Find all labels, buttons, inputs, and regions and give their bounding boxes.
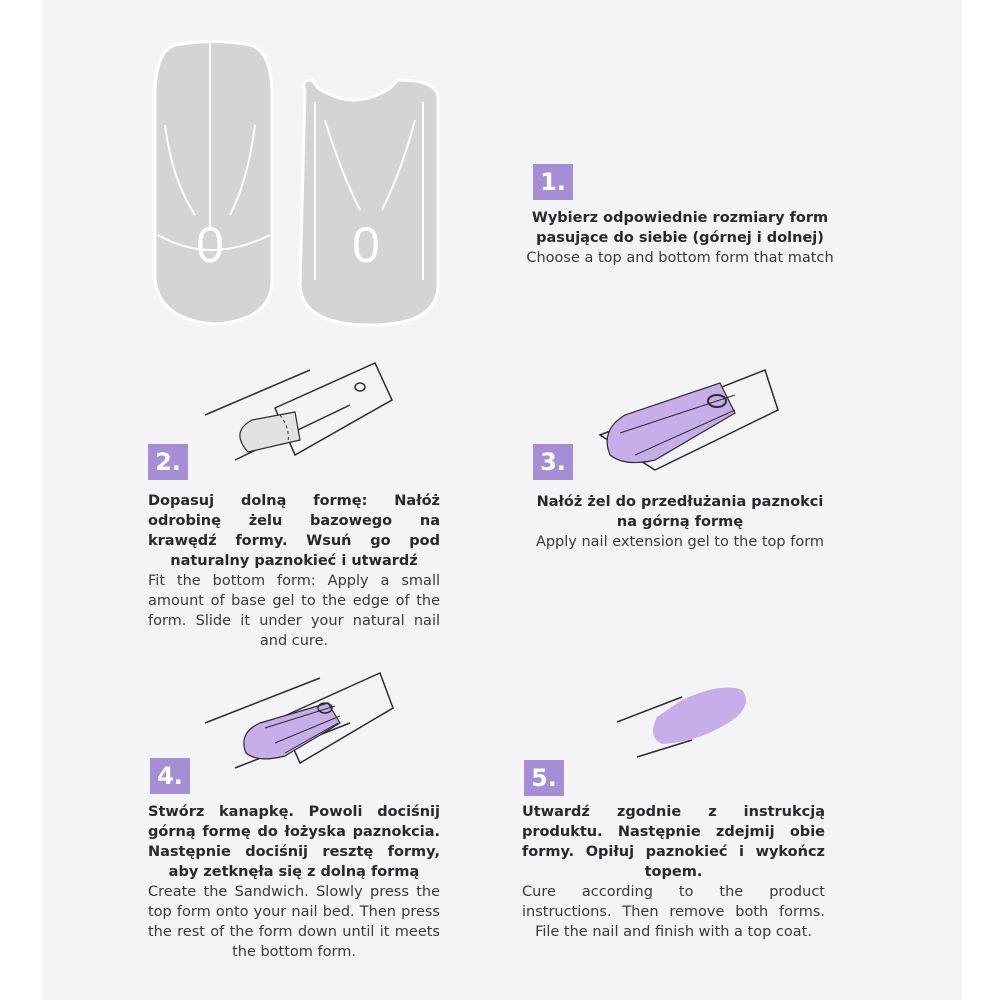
step-3-polish: Nałóż żel do przedłużania paznokci na górną formę [536, 494, 824, 530]
bottom-form-icon [155, 42, 272, 325]
step-1-text [520, 208, 840, 268]
step-5-english: Cure according to the product instructions. Then remove both forms. File the nail and finish with a top coat. [522, 884, 825, 940]
gel-on-top-form-illustration [595, 355, 795, 475]
step-4-badge: 4. [150, 758, 190, 794]
top-form-size-label: 0 [352, 217, 380, 273]
top-form-icon [300, 80, 438, 325]
step-5-polish: Utwardź zgodnie z instrukcją produktu. Następnie zdejmij obie formy. Opiłuj paznokieć i wykończ topem. [522, 804, 825, 880]
step-4-text [148, 802, 440, 962]
sandwich-forms-illustration [200, 668, 400, 778]
step-5-badge: 5. [524, 760, 564, 796]
step-1-badge: 1. [533, 164, 573, 200]
step-2-text [148, 491, 440, 651]
step-4-polish: Stwórz kanapkę. Powoli dociśnij górną formę do łożyska paznokcia. Następnie dociśnij resztę formy, aby zetknęła się z dolną formą [148, 804, 440, 880]
step-2-polish: Dopasuj dolną formę: Nałóż odrobinę żelu bazowego na krawędź formy. Wsuń go pod naturalny paznokieć i utwardź [148, 493, 440, 569]
right-margin [962, 0, 1000, 1000]
nail-forms-illustration [140, 30, 440, 330]
finger-bottom-form-illustration [200, 360, 400, 470]
step-5-text [522, 802, 825, 942]
step-3-badge: 3. [533, 444, 573, 480]
finished-nail-illustration [612, 682, 772, 762]
step-1-english: Choose a top and bottom form that match [526, 250, 834, 266]
step-4-english: Create the Sandwich. Slowly press the top form onto your nail bed. Then press the rest of the form down until it meets the bottom form. [148, 884, 440, 960]
step-3-english: Apply nail extension gel to the top form [535, 534, 825, 550]
step-3-text [530, 492, 830, 552]
step-1-polish: Wybierz odpowiednie rozmiary form pasujące do siebie (górnej i dolnej) [531, 210, 829, 246]
left-margin [0, 0, 42, 1000]
bottom-form-size-label: 0 [196, 217, 224, 273]
step-2-badge: 2. [148, 444, 188, 480]
step-2-english: Fit the bottom form: Apply a small amount of base gel to the edge of the form. Slide it under your natural nail and cure. [148, 573, 440, 649]
